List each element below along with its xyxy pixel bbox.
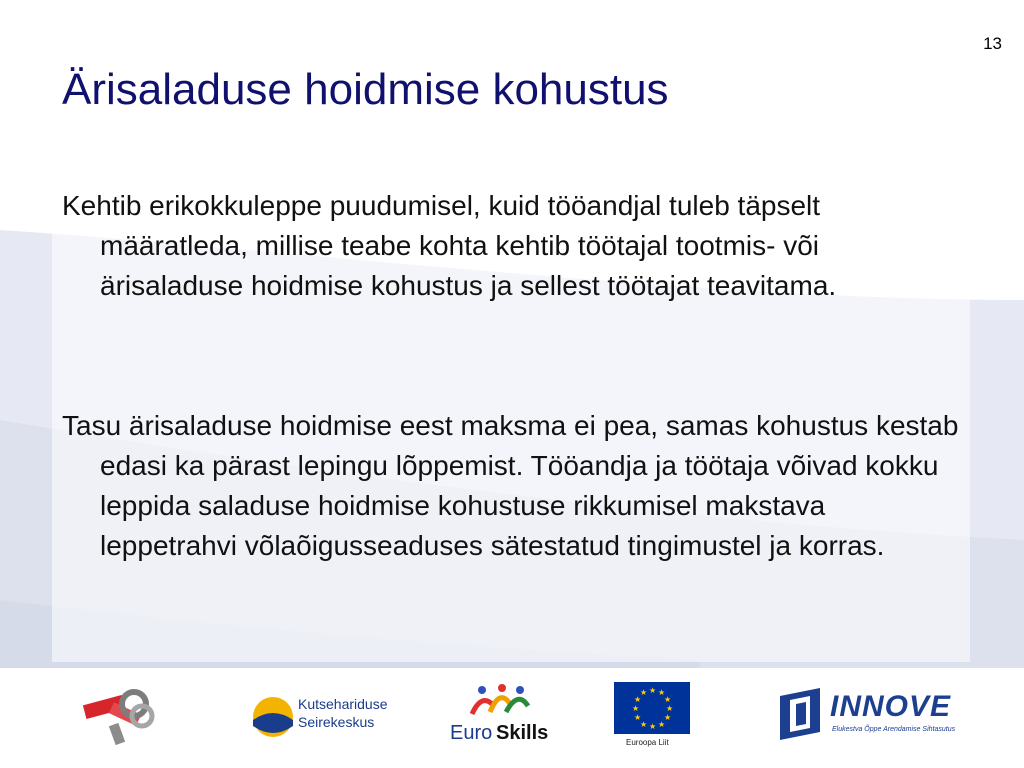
svg-text:★: ★ <box>634 695 642 704</box>
seirekeskus-emblem-icon <box>252 696 294 738</box>
svg-text:★: ★ <box>632 704 640 713</box>
logo-footer <box>0 668 1024 768</box>
euroskills-figures-icon <box>462 684 542 718</box>
svg-text:★: ★ <box>658 720 666 729</box>
svg-text:★: ★ <box>640 688 648 697</box>
svg-text:★: ★ <box>664 713 672 722</box>
eu-caption: Euroopa Liit <box>626 738 669 747</box>
euroskills-text-euro: Euro <box>450 722 493 744</box>
kutsehariduse-seirekeskus-logo <box>252 694 402 744</box>
seirekeskus-line1: Kutsehariduse <box>298 696 388 712</box>
keys-logo-icon <box>82 686 160 748</box>
svg-text:★: ★ <box>640 720 648 729</box>
svg-text:★: ★ <box>649 686 657 695</box>
svg-text:★: ★ <box>649 722 657 731</box>
slide-title: Ärisaladuse hoidmise kohustus <box>62 65 669 114</box>
seirekeskus-line2: Seirekeskus <box>298 714 375 730</box>
eu-flag-icon <box>614 682 690 734</box>
paragraph-2: Tasu ärisaladuse hoidmise eest maksma ei pea, samas kohustus kestab edasi ka pärast lepingu lõppemist. Tööandja ja töötaja võivad kokku leppida saladuse hoidmise kohustuse rikkumisel makstava leppetrahvi võlaõigusseaduses sätestatud tingimustel ja korras. <box>62 410 959 561</box>
innove-logo <box>776 688 976 744</box>
euroskills-logo <box>450 684 554 746</box>
svg-text:★: ★ <box>664 695 672 704</box>
euroskills-text-skills: Skills <box>496 722 549 744</box>
svg-text:★: ★ <box>666 704 674 713</box>
slide-number: 13 <box>983 34 1002 53</box>
svg-text:★: ★ <box>658 688 666 697</box>
innove-wordmark: INNOVE <box>830 690 952 723</box>
innove-emblem-icon <box>776 688 824 740</box>
svg-text:★: ★ <box>634 713 642 722</box>
eu-flag-logo <box>614 682 690 750</box>
innove-tagline: Elukestva Õppe Arendamise Sihtasutus <box>832 726 956 733</box>
paragraph-1: Kehtib erikokkuleppe puudumisel, kuid tööandjal tuleb täpselt määratleda, millise teabe kohta kehtib töötajal tootmis- või ärisaladuse hoidmise kohustus ja sellest töötajat teavitama. <box>62 190 837 301</box>
